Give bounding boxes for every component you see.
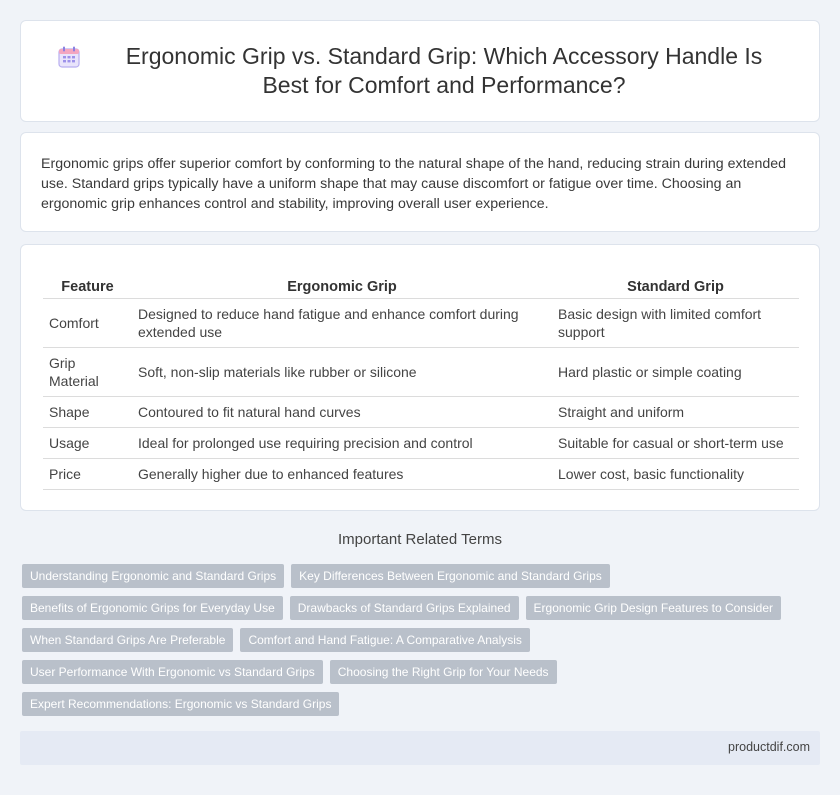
intro-card [20,132,820,232]
table-row [43,299,799,348]
related-term-tag[interactable]: Understanding Ergonomic and Standard Grips [22,564,284,588]
row-ergonomic-cell: Contoured to fit natural hand curves [132,397,552,428]
row-standard-cell: Hard plastic or simple coating [552,348,799,397]
comparison-table-card [20,244,820,511]
table-row [43,459,799,490]
row-standard-cell: Basic design with limited comfort support [552,299,799,348]
table-row [43,428,799,459]
header-standard-grip: Standard Grip [552,275,799,299]
table-header-row [43,275,799,299]
table-row [43,348,799,397]
row-ergonomic-cell: Designed to reduce hand fatigue and enhance comfort during extended use [132,299,552,348]
row-feature-cell: Comfort [43,299,132,348]
row-feature-cell: Grip Material [43,348,132,397]
header-feature: Feature [43,275,132,299]
row-ergonomic-cell: Ideal for prolonged use requiring precision and control [132,428,552,459]
intro-paragraph: Ergonomic grips offer superior comfort by conforming to the natural shape of the hand, reducing strain during extended use. Standard grips typically have a uniform shape that may cause discomfort or fatigue over time. Choosing an ergonomic grip enhances control and stability, improving overall user experience. [41,156,787,212]
footer [20,731,820,765]
header-card [20,20,820,122]
related-term-tag[interactable]: Drawbacks of Standard Grips Explained [290,596,519,620]
related-term-tag[interactable]: Comfort and Hand Fatigue: A Comparative Analysis [240,628,529,652]
row-feature-cell: Price [43,459,132,490]
related-term-tag[interactable]: Ergonomic Grip Design Features to Consider [526,596,781,620]
page-title: Ergonomic Grip vs. Standard Grip: Which Accessory Handle Is Best for Comfort and Performance? [125,43,763,98]
related-term-tag[interactable]: Key Differences Between Ergonomic and Standard Grips [291,564,610,588]
row-ergonomic-cell: Generally higher due to enhanced features [132,459,552,490]
row-standard-cell: Straight and uniform [552,397,799,428]
related-terms-title: Important Related Terms [338,531,502,548]
calendar-icon [56,44,82,70]
row-standard-cell: Suitable for casual or short-term use [552,428,799,459]
related-terms-list [22,564,812,724]
related-term-tag[interactable]: Benefits of Ergonomic Grips for Everyday Use [22,596,283,620]
related-term-tag[interactable]: Choosing the Right Grip for Your Needs [330,660,557,684]
footer-site-name: productdif.com [728,740,810,754]
row-standard-cell: Lower cost, basic functionality [552,459,799,490]
related-term-tag[interactable]: User Performance With Ergonomic vs Standard Grips [22,660,323,684]
related-term-tag[interactable]: When Standard Grips Are Preferable [22,628,233,652]
row-feature-cell: Usage [43,428,132,459]
header-ergonomic-grip: Ergonomic Grip [132,275,552,299]
row-feature-cell: Shape [43,397,132,428]
table-row [43,397,799,428]
comparison-table [43,275,799,490]
related-term-tag[interactable]: Expert Recommendations: Ergonomic vs Standard Grips [22,692,339,716]
row-ergonomic-cell: Soft, non-slip materials like rubber or silicone [132,348,552,397]
